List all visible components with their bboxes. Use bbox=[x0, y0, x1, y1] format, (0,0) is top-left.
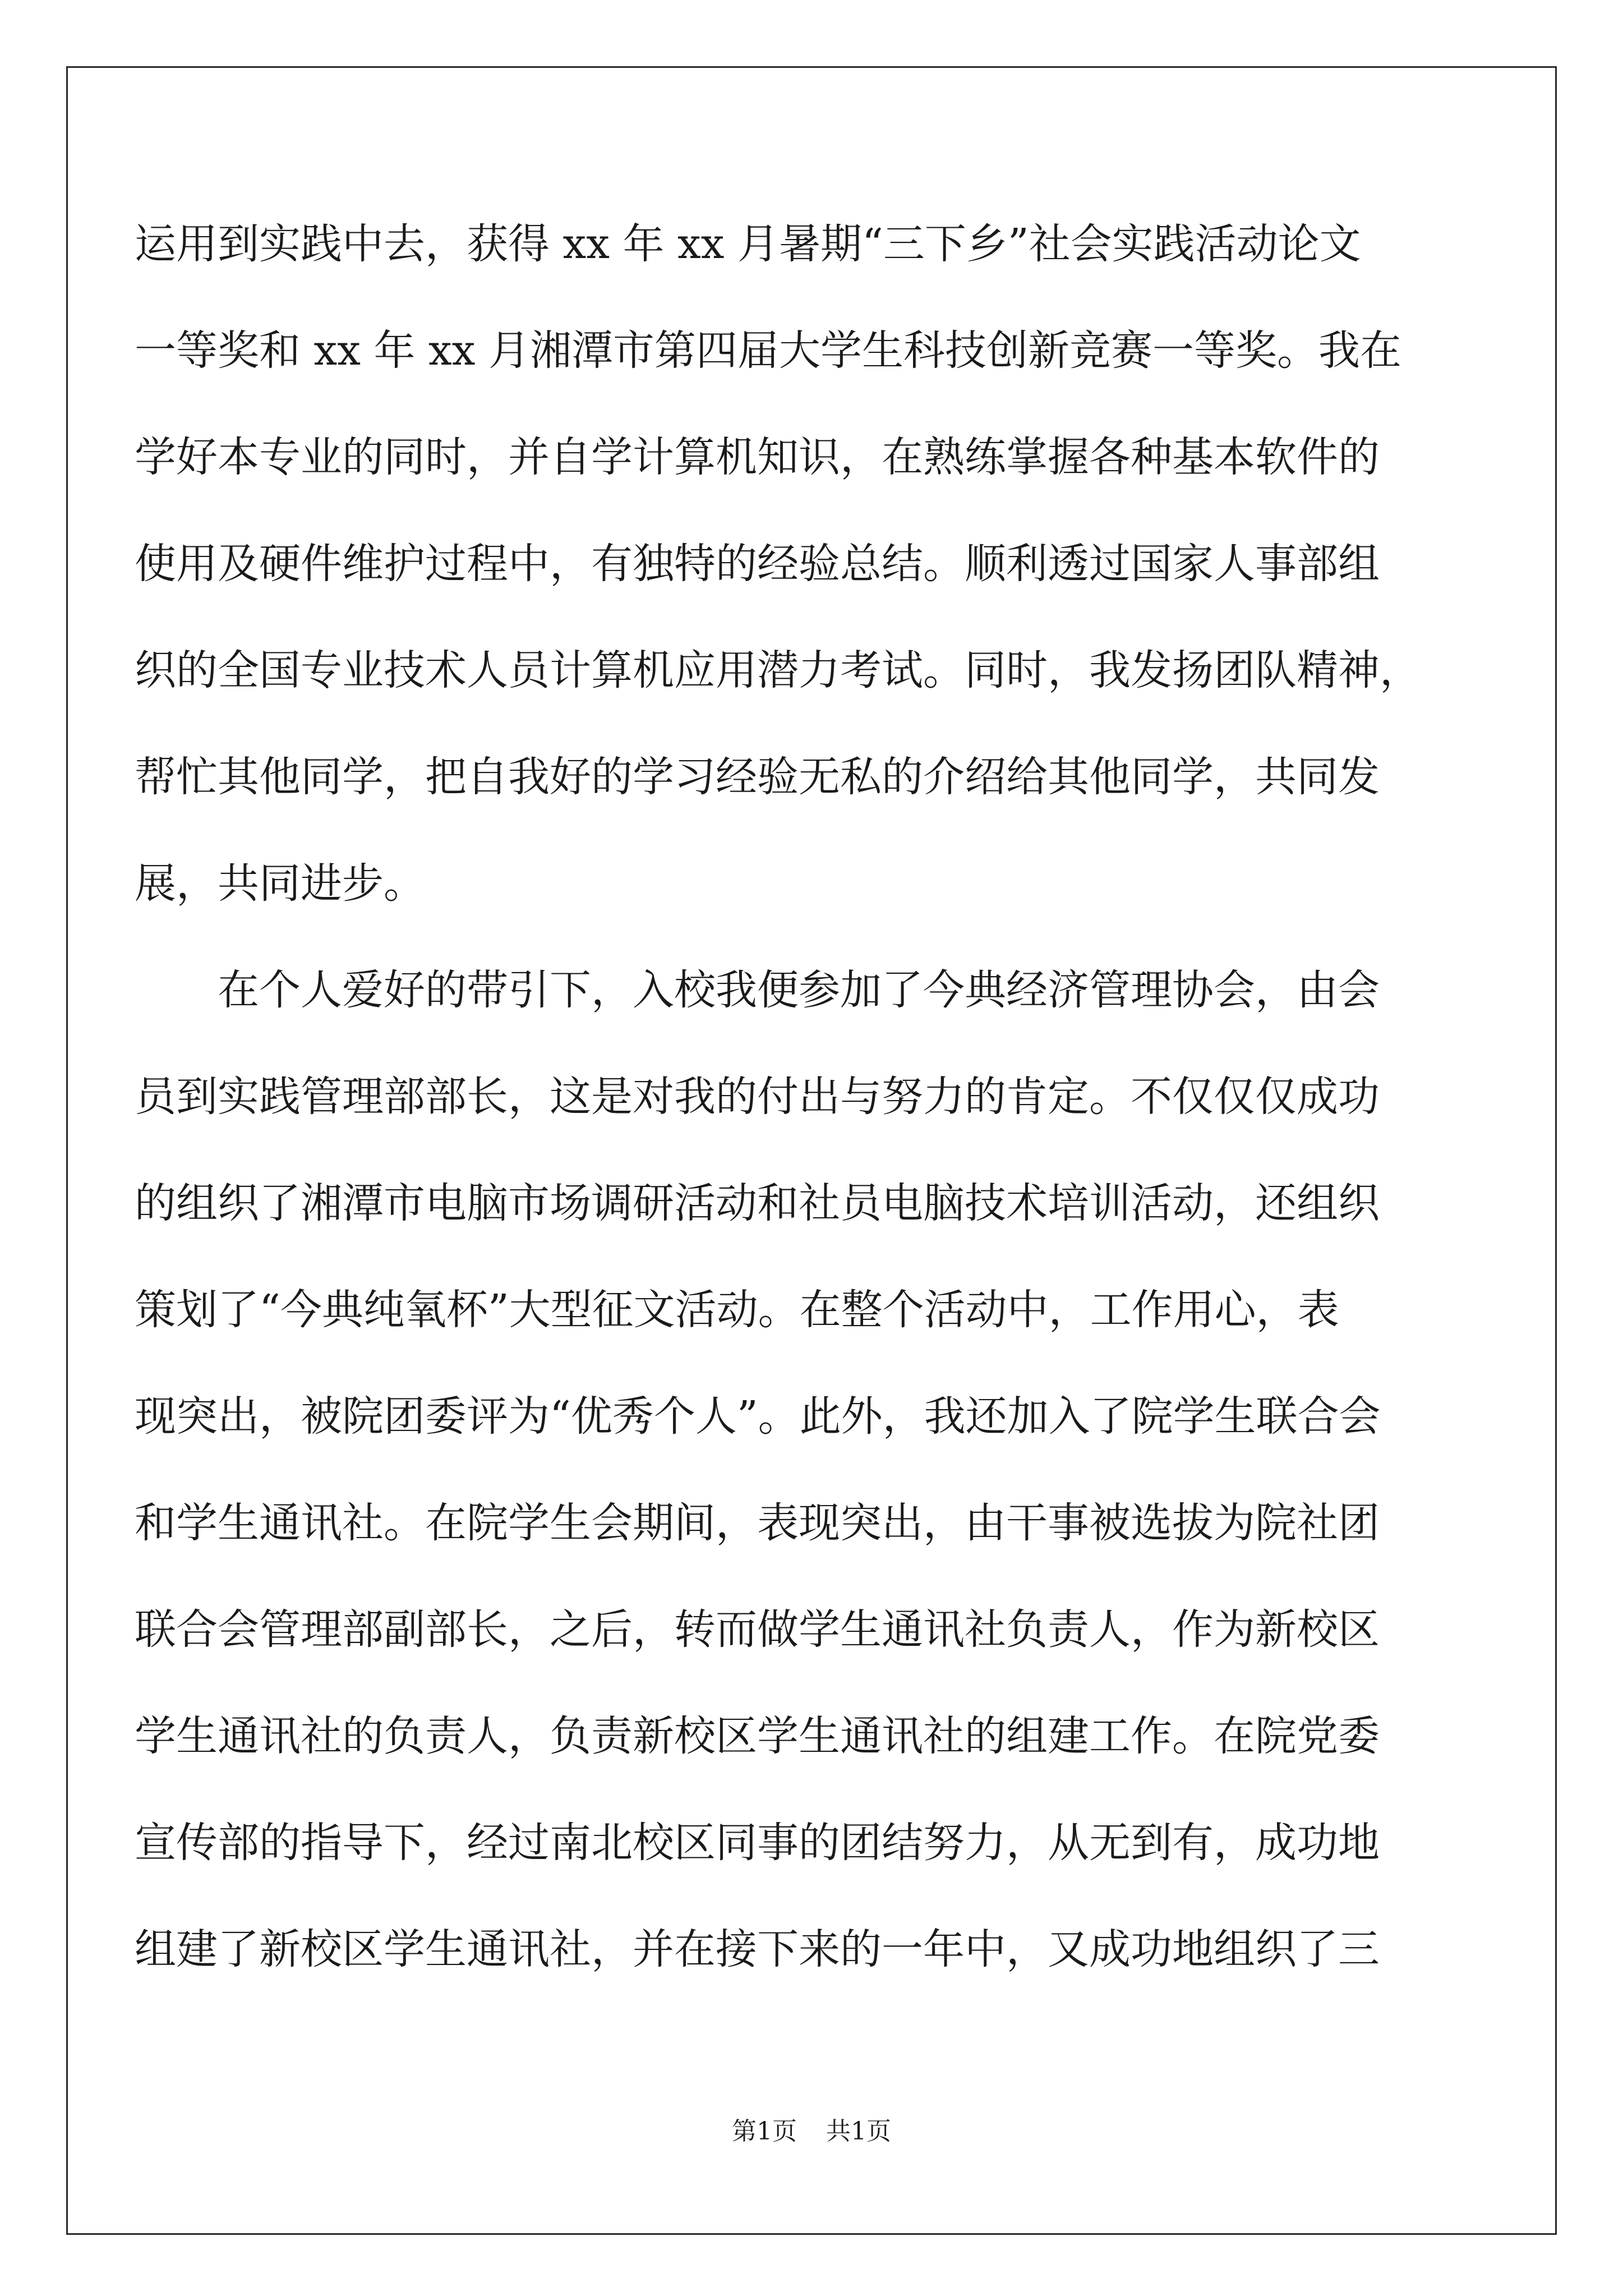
text-line: 在个人爱好的带引下，入校我便参加了今典经济管理协会，由会 bbox=[135, 966, 1380, 1014]
page-footer bbox=[0, 2115, 1623, 2148]
page-number-total: 共1页 bbox=[826, 2117, 891, 2146]
text-line: 学好本专业的同时，并自学计算机知识，在熟练掌握各种基本软件的 bbox=[135, 433, 1380, 481]
text-line: 一等奖和 xx 年 xx 月湘潭市第四届大学生科技创新竞赛一等奖。我在 bbox=[135, 326, 1402, 375]
text-line: 员到实践管理部部长，这是对我的付出与努力的肯定。不仅仅仅成功 bbox=[135, 1073, 1380, 1121]
text-line: 展，共同进步。 bbox=[135, 859, 425, 908]
page-number-current: 第1页 bbox=[732, 2117, 797, 2146]
text-line: 帮忙其他同学，把自我好的学习经验无私的介绍给其他同学，共同发 bbox=[135, 753, 1380, 801]
text-line: 联合会管理部副部长，之后，转而做学生通讯社负责人，作为新校区 bbox=[135, 1605, 1380, 1654]
text-line: 现突出，被院团委评为“优秀个人”。此外，我还加入了院学生联合会 bbox=[135, 1392, 1381, 1441]
text-line: 组建了新校区学生通讯社，并在接下来的一年中，又成功地组织了三 bbox=[135, 1925, 1380, 1973]
text-line: 织的全国专业技术人员计算机应用潜力考试。同时，我发扬团队精神， bbox=[135, 646, 1421, 694]
text-line: 运用到实践中去，获得 xx 年 xx 月暑期“三下乡”社会实践活动论文 bbox=[135, 220, 1361, 268]
text-line: 使用及硬件维护过程中，有独特的经验总结。顺利透过国家人事部组 bbox=[135, 540, 1380, 588]
text-line: 策划了“今典纯氧杯”大型征文活动。在整个活动中，工作用心，表 bbox=[135, 1286, 1339, 1334]
text-line: 宣传部的指导下，经过南北校区同事的团结努力，从无到有，成功地 bbox=[135, 1819, 1380, 1867]
page-border bbox=[66, 66, 1557, 2235]
text-line: 和学生通讯社。在院学生会期间，表现突出，由干事被选拔为院社团 bbox=[135, 1499, 1380, 1547]
text-line: 的组织了湘潭市电脑市场调研活动和社员电脑技术培训活动，还组织 bbox=[135, 1179, 1380, 1227]
text-line: 学生通讯社的负责人，负责新校区学生通讯社的组建工作。在院党委 bbox=[135, 1712, 1380, 1760]
